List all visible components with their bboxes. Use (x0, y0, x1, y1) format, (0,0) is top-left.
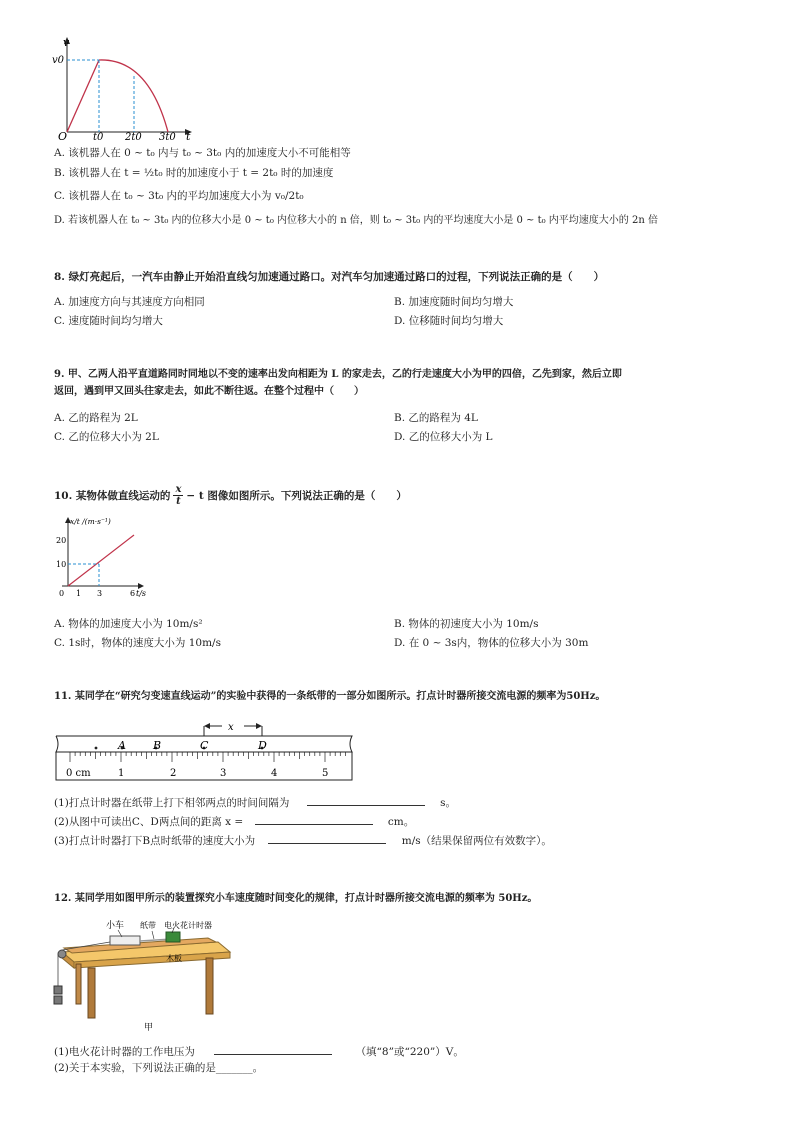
q10-option-d: D. 在 0 ~ 3s内，物体的位移大小为 30m (394, 637, 589, 649)
q12-blank1-field[interactable] (214, 1043, 332, 1055)
q11-blank2-prompt: (2)从图中可读出C、D两点间的距离 x = (54, 816, 244, 828)
q10-stem-post: − t 图像如图所示。下列说法正确的是（ ） (186, 489, 407, 502)
q10-stem (54, 484, 407, 507)
q11-blank2-unit: cm。 (387, 816, 415, 828)
table-leg (206, 958, 213, 1014)
label-car: 小车 (106, 921, 125, 931)
q12-blank1-hint: （填“8”或“220”）V。 (355, 1046, 464, 1058)
label-tape: 纸带 (140, 921, 156, 930)
spark-timer (166, 932, 180, 942)
weight (54, 986, 62, 994)
q11-blank1-field[interactable] (307, 794, 425, 806)
q9-option-c: C. 乙的位移大小为 2L (54, 431, 159, 443)
ruler-tape-figure (52, 716, 362, 784)
q11-blank2-field[interactable] (255, 813, 373, 825)
xt-t-graph (54, 510, 154, 602)
q8-option-b: B. 加速度随时间均匀增大 (394, 296, 514, 308)
origin-label: O (58, 130, 68, 142)
tape-pointer (152, 931, 154, 939)
q11-blank1-row (54, 794, 456, 810)
weight (54, 996, 62, 1004)
q7-option-a: A. 该机器人在 0 ~ t₀ 内与 t₀ ~ 3t₀ 内的加速度大小不可能相等 (54, 147, 351, 159)
q8-stem: 8. 绿灯亮起后，一汽车由静止开始沿直线匀加速通过路口。对汽车匀加速通过路口的过程，下列说法正确的是（ ） (54, 271, 605, 283)
q9-stem-line2: 返回，遇到甲又回头往家走去，如此不断往返。在整个过程中（ ） (54, 386, 364, 397)
table-leg (76, 964, 81, 1004)
tick-label-5: 5 (322, 768, 329, 779)
v0-label: v0 (52, 55, 65, 66)
q11-blank3-unit: m/s（结果保留两位有效数字）。 (401, 835, 552, 847)
q11-blank3-row (54, 832, 552, 848)
y-axis-label: x/t /(m·s⁻¹) (70, 517, 111, 526)
data-line (68, 535, 134, 586)
q9-stem-line1: 9. 甲、乙两人沿平直道路同时同地以不变的速率出发向相距为 L 的家走去，乙的行走速度大小为甲的四倍，乙先到家，然后立即 (54, 369, 622, 380)
t0-label: t0 (93, 132, 104, 142)
x-label: x (228, 722, 234, 733)
label-timer: 电火花计时器 (164, 921, 212, 930)
point-c: C (200, 739, 209, 752)
vt-graph (48, 34, 198, 142)
figure-caption: 甲 (144, 1023, 154, 1033)
table-leg (88, 968, 95, 1018)
y10-tick: 10 (56, 560, 67, 569)
q9-option-b: B. 乙的路程为 4L (394, 412, 478, 424)
q9-option-a: A. 乙的路程为 2L (54, 412, 138, 424)
tape-dot (95, 747, 98, 750)
x3-tick: 3 (97, 589, 103, 598)
q11-blank3-prompt: (3)打点计时器打下B点时纸带的速度大小为 (54, 835, 256, 847)
q10-stem-pre: 10. 某物体做直线运动的 (54, 489, 171, 502)
q7-option-b: B. 该机器人在 t = ½t₀ 时的加速度小于 t = 2t₀ 时的加速度 (54, 167, 334, 179)
q10-frac-num: x (175, 484, 182, 495)
q11-blank3-field[interactable] (268, 832, 386, 844)
q8-option-c: C. 速度随时间均匀增大 (54, 315, 163, 327)
q12-stem: 12. 某同学用如图甲所示的装置探究小车速度随时间变化的规律，打点计时器所接交流电源的频率为 50Hz。 (54, 893, 538, 904)
origin-tick: 0 (59, 589, 65, 598)
ruler-body (56, 752, 352, 780)
x1-tick: 1 (76, 589, 82, 598)
t-axis-label: t/s (136, 589, 147, 598)
q10-frac-den: t (176, 496, 181, 507)
pulley (58, 950, 66, 958)
y20-tick: 20 (56, 536, 67, 545)
cart (110, 936, 140, 945)
tick-label-2: 2 (170, 768, 177, 779)
q11-blank1-prompt: (1)打点计时器在纸带上打下相邻两点的时间间隔为 (54, 797, 290, 809)
q12-blank1-prompt: (1)电火花计时器的工作电压为 (54, 1046, 195, 1058)
q7-option-c: C. 该机器人在 t₀ ~ 3t₀ 内的平均加速度大小为 v₀/2t₀ (54, 190, 304, 202)
label-board: 木板 (166, 954, 182, 963)
q10-option-a: A. 物体的加速度大小为 10m/s² (54, 618, 203, 630)
point-d: D (258, 739, 267, 752)
q12-question2: (2)关于本实验，下列说法正确的是_______。 (54, 1062, 264, 1074)
q12-blank1-row (54, 1043, 464, 1059)
x-arrowhead-right (256, 723, 262, 729)
tick-label-1: 1 (118, 768, 125, 779)
q11-stem: 11. 某同学在“研究匀变速直线运动”的实验中获得的一条纸带的一部分如图所示。打点计时器所接交流电源的频率为50Hz。 (54, 691, 606, 702)
t-label: t (186, 130, 191, 142)
q11-blank2-row (54, 813, 414, 829)
y-label: v (63, 36, 70, 49)
q8-option-d: D. 位移随时间均匀增大 (394, 315, 504, 327)
q7-option-d: D. 若该机器人在 t₀ ~ 3t₀ 内的位移大小是 0 ~ t₀ 内位移大小的 n 倍，则 t₀ ~ 3t₀ 内的平均速度大小是 0 ~ t₀ 内平均速度大小的 2n 倍 (54, 215, 658, 226)
rise-line (67, 60, 99, 132)
tick-label-0: 0 cm (66, 768, 91, 779)
3t0-label: 3t0 (159, 132, 176, 142)
point-b: B (153, 739, 162, 752)
q10-fraction (173, 484, 183, 507)
q9-option-d: D. 乙的位移大小为 L (394, 431, 493, 443)
q8-option-a: A. 加速度方向与其速度方向相同 (54, 296, 205, 308)
x-arrowhead-left (204, 723, 210, 729)
q11-blank1-unit: s。 (440, 797, 456, 809)
tick-label-3: 3 (220, 768, 227, 779)
q10-option-c: C. 1s时，物体的速度大小为 10m/s (54, 637, 221, 649)
x6-tick: 6 (130, 589, 136, 598)
apparatus-figure (48, 914, 238, 1036)
point-a: A (118, 739, 126, 752)
q10-option-b: B. 物体的初速度大小为 10m/s (394, 618, 539, 630)
2t0-label: 2t0 (125, 132, 142, 142)
tick-label-4: 4 (271, 768, 278, 779)
